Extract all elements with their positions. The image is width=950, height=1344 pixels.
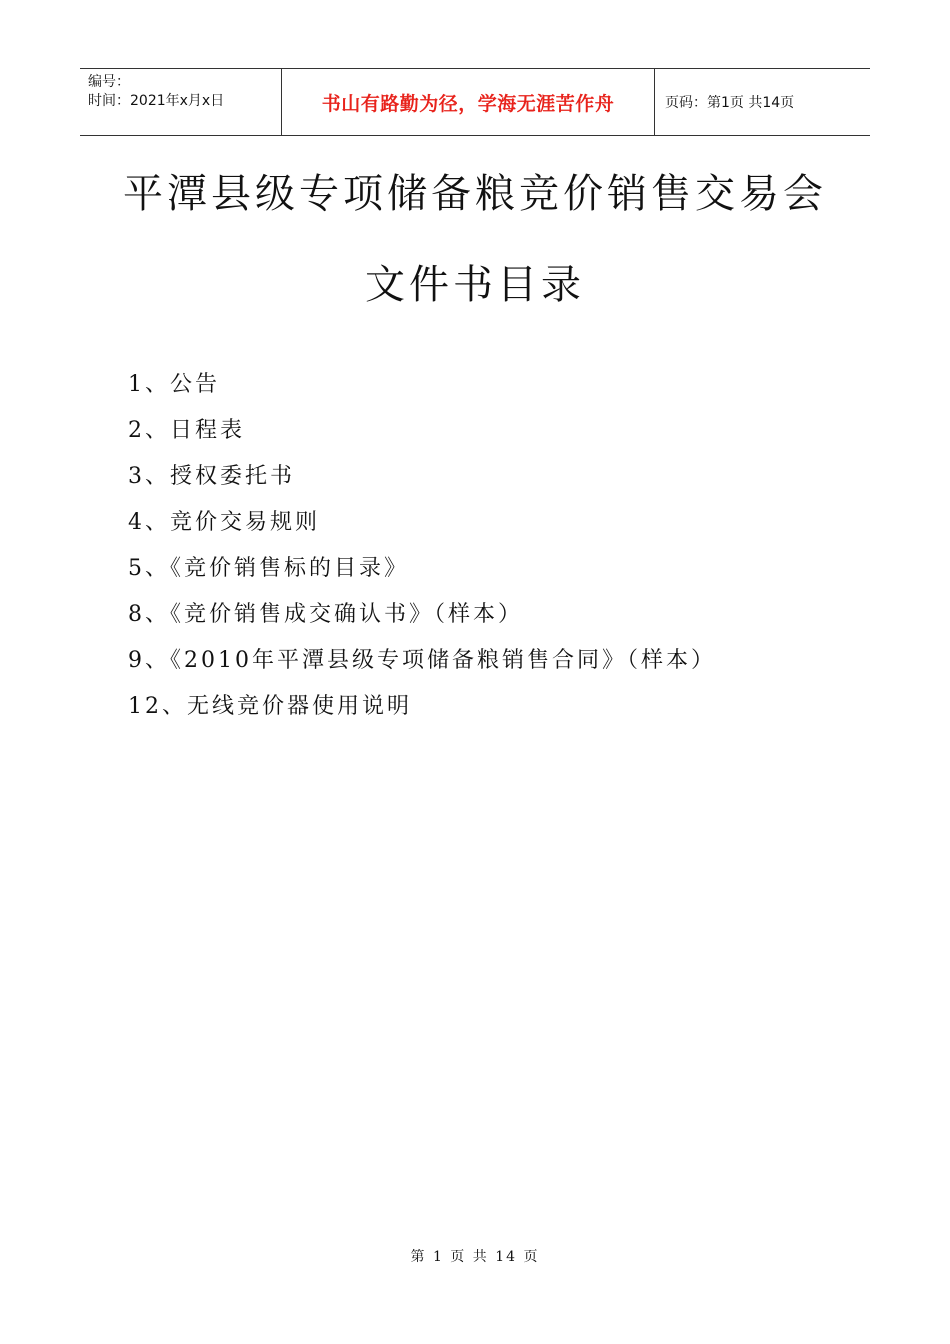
header-motto: 书山有路勤为径，学海无涯苦作舟: [282, 69, 655, 135]
toc-item: 4、竞价交易规则: [128, 510, 320, 535]
toc-item: 8、《竞价销售成交确认书》（样本）: [128, 602, 523, 627]
page-footer: 第 1 页 共 14 页: [410, 1249, 540, 1265]
document-date: 时间：2021年x月x日: [88, 93, 225, 109]
toc-item: 5、《竞价销售标的目录》: [128, 556, 409, 581]
toc-item: 2、日程表: [128, 418, 245, 443]
page-header: [80, 68, 870, 136]
document-subtitle: 文件书目录: [365, 262, 585, 308]
document-number-label: 编号：: [88, 74, 130, 90]
header-page-info: 页码：第1页 共14页: [665, 95, 795, 111]
toc-item: 12、无线竞价器使用说明: [128, 694, 412, 719]
toc-item: 3、授权委托书: [128, 464, 295, 489]
header-meta: [80, 69, 282, 135]
table-of-contents: [128, 362, 716, 730]
document-title: 平潭县级专项储备粮竞价销售交易会: [123, 171, 827, 217]
toc-item: 9、《2010年平潭县级专项储备粮销售合同》（样本）: [128, 648, 716, 673]
toc-item: 1、公告: [128, 372, 220, 397]
